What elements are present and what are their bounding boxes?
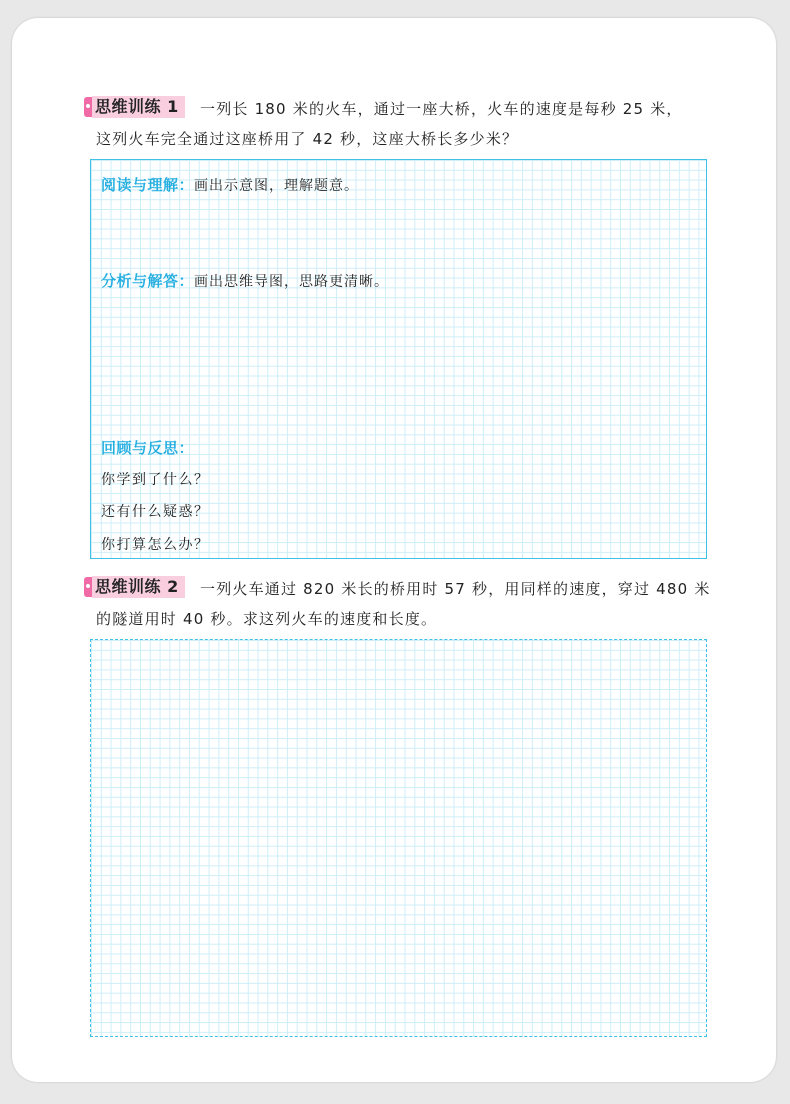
review-question-3: 你打算怎么办？	[101, 537, 210, 553]
exercise-1-label: 思维训练 1	[92, 96, 185, 118]
worksheet-page	[12, 18, 776, 1082]
exercise-2-label: 思维训练 2	[92, 576, 185, 598]
tag-bullet-icon	[84, 97, 92, 117]
exercise-2-answer-grid[interactable]	[90, 639, 707, 1037]
analysis-title: 分析与解答：	[101, 272, 195, 290]
exercise-2-tag	[84, 575, 185, 599]
exercise-1-answer-grid[interactable]	[90, 159, 707, 559]
read-title: 阅读与理解：	[101, 176, 195, 194]
exercise-1-tag	[84, 95, 185, 119]
review-question-2: 还有什么疑惑？	[101, 504, 210, 520]
exercise-1-question-line2: 这列火车完全通过这座桥用了 42 秒，这座大桥长多少米？	[96, 130, 519, 148]
exercise-1-question-line1: 一列长 180 米的火车，通过一座大桥，火车的速度是每秒 25 米，	[200, 100, 683, 118]
exercise-2-question-line1: 一列火车通过 820 米长的桥用时 57 秒，用同样的速度，穿过 480 米	[200, 580, 711, 598]
review-title: 回顾与反思：	[101, 439, 195, 457]
tag-bullet-icon	[84, 577, 92, 597]
analysis-section	[101, 270, 389, 291]
review-question-1: 你学到了什么？	[101, 472, 210, 488]
read-desc: 画出示意图，理解题意。	[194, 178, 360, 194]
read-section	[101, 174, 359, 195]
analysis-desc: 画出思维导图，思路更清晰。	[194, 274, 390, 290]
exercise-2-question-line2: 的隧道用时 40 秒。求这列火车的速度和长度。	[96, 610, 438, 628]
